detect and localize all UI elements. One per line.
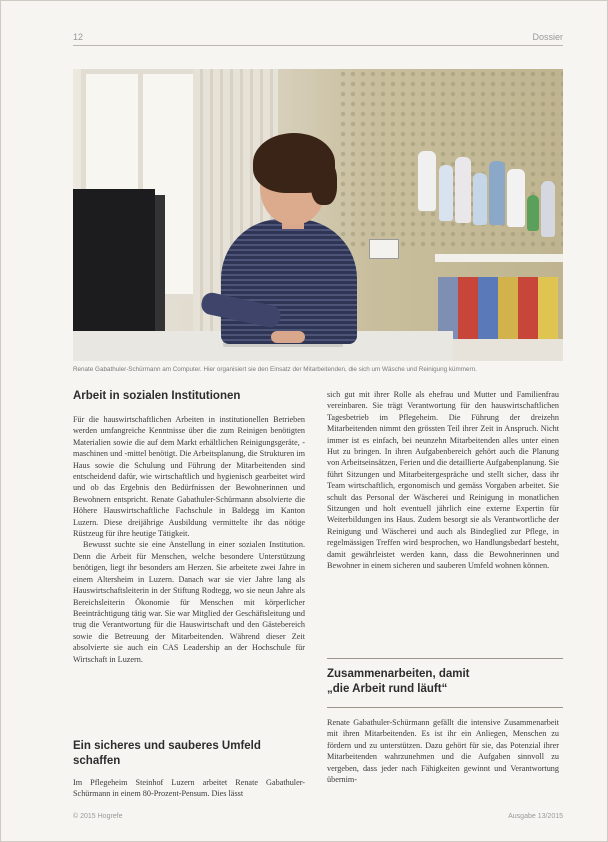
right-column-heading [327, 667, 559, 697]
person [221, 219, 357, 344]
body-paragraph: Im Pflegeheim Steinhof Luzern arbeitet Renate Gabathuler-Schürmann in einem 80-Prozent-Pensum. Dies lässt [73, 778, 305, 799]
section-heading: Zusammenarbeiten, damit [327, 668, 470, 680]
section-label: Dossier [532, 32, 563, 42]
page-number: 12 [73, 32, 84, 42]
body-paragraph: sich gut mit ihrer Rolle als ehefrau und Mutter und Familienfrau vereinbaren. Sie trägt Verantwortung für den hauswirtschaftlichen Tagesbetrieb im Pflegeheim. Die Führung der dreizehn Mitarbeitenden nimmt den grössten Teil ihrer Zeit in Anspruch. Nicht immer ist es einfach, bei neunzehn Mitarbeitenden alles unter einen Hut zu bringen. In ihren Aufgabenbereich gehört auch die Planung von Arbeitseinsätzen, Ferien und die detaillierte Aufgabenplanung. Sie führt Sitzungen und Mitarbeitergespräche und stellt sicher, dass ihr Team wirtschaftlich, ergonomisch und gemäss Vorgaben arbeitet. Sie schult das Personal der Wäscherei und Reinigung in monatlichen Sitzungen und holt eventuell jährlich eine externe Expertin für Weiterbildungen ins Haus. Zudem besorgt sie als Verantwortliche der Reinigung und Wäscherei und auch als Bindeglied zur Pflege, in regelmässigen Treffen wird besprochen, wo Handlungsbedarf besteht, damit gewährleistet werden kann, dass die Bewohnerinnen und Bewohner in einem sicheren und sauberen Umfeld wohnen können. [327, 390, 559, 571]
body-paragraph: Für die hauswirtschaftlichen Arbeiten in institutionellen Betrieben werden umfangreiche Kenntnisse über die zum Reinigen benötigten Materialien sowie die auf dem Markt erhältlichen Reinigungsgeräte, -maschinen und -mittel benötigt. Die Arbeitsplanung, die Strukturen im Haus sowie die Schulung und Führung der Mitarbeitenden sind entscheidend dafür, wie wirtschaftlich und hygienisch gearbeitet wird und ob das Ergebnis den Bedürfnissen der Bewohnerinnen und Bewohnern entspricht. Renate Gabathuler-Schürmann absolvierte die Höhere Hauswirtschaftliche Fachschule in Baldegg im Kanton Luzern. Diese dreijährige Ausbildung vermittelte ihr das nötige Rüstzeug für ihre heutige Tätigkeit. [73, 415, 305, 539]
header-rule [73, 45, 563, 46]
left-column-lower [73, 739, 305, 800]
photo-caption: Renate Gabathuler-Schürmann am Computer. Hier organisiert sie den Einsatz der Mitarbeitenden, die sich um Wäsche und Reinigung kümmern. [73, 366, 477, 373]
section-rule [327, 658, 563, 659]
article-photo [73, 69, 563, 361]
name-badge [369, 239, 399, 259]
left-column [73, 389, 305, 665]
section-heading: Arbeit in sozialen Institutionen [73, 390, 241, 402]
right-column [327, 389, 559, 572]
right-column-lower [327, 717, 559, 785]
footer-copyright: © 2015 Hogrefe [73, 813, 123, 820]
body-paragraph: Renate Gabathuler-Schürmann gefällt die intensive Zusammenarbeit mit ihren Mitarbeitenden. Es ist ihr ein Anliegen, Menschen zu fördern und zu unterstützen. Dazu gehört für sie, das Potenzial ihrer Mitarbeitenden wahrzunehmen und die Aufgaben sinnvoll zu vergeben, dass jeder nach Fähigkeiten gewinnt und Verantwortung übernim- [327, 718, 559, 785]
footer-issue: Ausgabe 13/2015 [508, 813, 563, 820]
section-rule [327, 707, 563, 708]
body-paragraph: Bewusst suchte sie eine Anstellung in einer sozialen Institution. Denn die Arbeit für Menschen, welche besondere Unterstützung benötigen, liegt ihr besonders am Herzen. Sie arbeitete zwei Jahre in einem Altersheim in Luzern. Danach war sie vier Jahre lang als Hauswirtschaftsleiterin in der Stiftung Rodtegg, wo sie neun Jahre als Bereichsleiterin Ökonomie für Menschen mit körperlicher Beeinträchtigung tätig war. Sie war Mitglied der Geschäftsleitung und trug die Verantwortung für die Hauswirtschaft und den Gästebereich sowie die Betreuung der Mitarbeitenden. Während dieser Zeit absolvierte sie auch ein CAS Leadership an der Hochschule für Wirtschaft in Luzern. [73, 540, 305, 664]
computer-monitor [73, 189, 155, 339]
section-heading: Ein sicheres und sauberes Umfeld schaffen [73, 740, 261, 767]
section-heading: „die Arbeit rund läuft“ [327, 683, 448, 695]
shelf [435, 254, 563, 262]
